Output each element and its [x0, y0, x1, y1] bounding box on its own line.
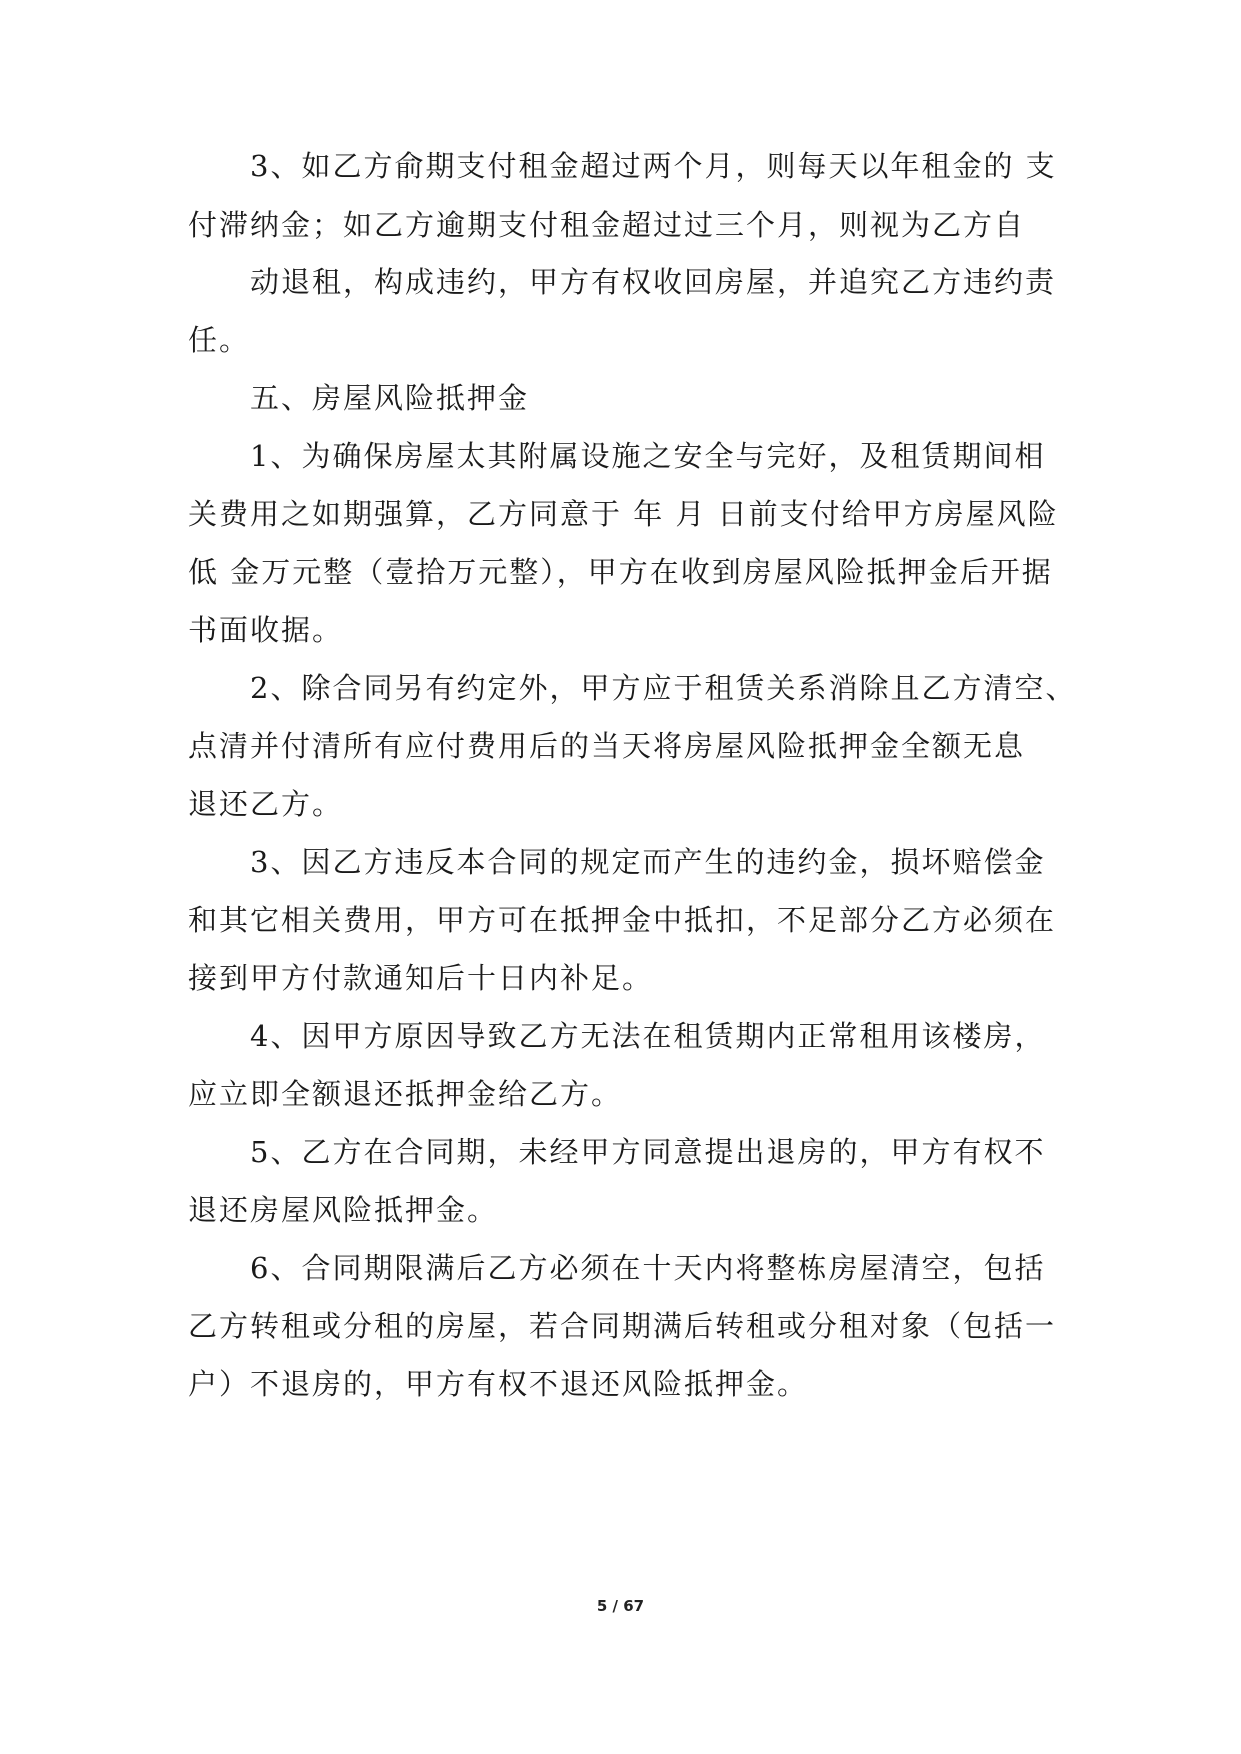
body-text-line: 书面收据。	[188, 613, 344, 647]
body-text-line: 1、为确保房屋太其附属设施之安全与完好，及租赁期间相	[250, 439, 1046, 473]
body-text-line: 点清并付清所有应付费用后的当天将房屋风险抵押金全额无息	[188, 729, 1026, 763]
body-text-line: 退还乙方。	[188, 787, 344, 821]
body-text-line: 应立即全额退还抵押金给乙方。	[188, 1077, 623, 1111]
body-text-line: 4、因甲方原因导致乙方无法在租赁期内正常租用该楼房，	[250, 1019, 1046, 1053]
body-text-line: 6、合同期限满后乙方必须在十天内将整栋房屋清空，包括	[250, 1251, 1046, 1285]
body-text-line: 付滞纳金；如乙方逾期支付租金超过过三个月，则视为乙方自	[188, 208, 1026, 242]
body-text-line: 5、乙方在合同期，未经甲方同意提出退房的，甲方有权不	[250, 1135, 1046, 1169]
body-text-line: 和其它相关费用，甲方可在抵押金中抵扣，不足部分乙方必须在	[188, 903, 1057, 937]
body-text-line: 户）不退房的，甲方有权不退还风险抵押金。	[188, 1367, 809, 1401]
body-text-line: 3、如乙方俞期支付租金超过两个月，则每天以年租金的 支	[250, 149, 1057, 183]
body-text-line: 3、因乙方违反本合同的规定而产生的违约金，损坏赔偿金	[250, 845, 1046, 879]
body-text-line: 任。	[188, 323, 251, 357]
body-text-line: 2、除合同另有约定外，甲方应于租赁关系消除且乙方清空、	[250, 671, 1077, 705]
body-text-line: 关费用之如期强算，乙方同意于 年 月 日前支付给甲方房屋风险	[188, 497, 1059, 531]
page-number: 5 / 67	[596, 1597, 645, 1615]
body-text-line: 低 金万元整（壹拾万元整），甲方在收到房屋风险抵押金后开据	[188, 555, 1053, 589]
section-heading: 五、房屋风险抵押金	[250, 381, 530, 415]
body-text-line: 退还房屋风险抵押金。	[188, 1193, 499, 1227]
body-text-line: 动退租，构成违约，甲方有权收回房屋，并追究乙方违约责	[250, 265, 1057, 299]
body-text-line: 乙方转租或分租的房屋，若合同期满后转租或分租对象（包括一	[188, 1309, 1057, 1343]
body-text-line: 接到甲方付款通知后十日内补足。	[188, 961, 654, 995]
